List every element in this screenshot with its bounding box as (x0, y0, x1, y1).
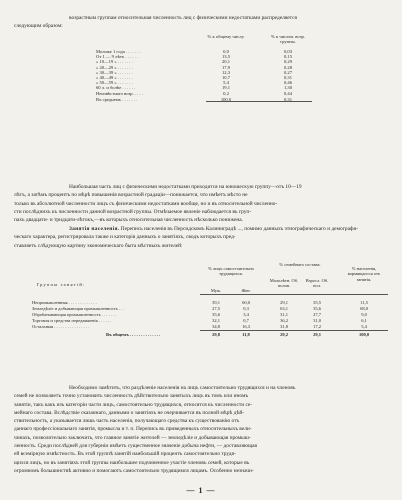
cell: 19,1 (221, 85, 231, 91)
total-rule (200, 330, 388, 331)
cell: 6,1 (361, 318, 367, 323)
paragraph-age-analysis (14, 183, 388, 224)
row-label: Земледѣліе и добывающая промышленность . . . (32, 306, 125, 311)
col-header-total: % населенія, кормящагося отъ занятія. (347, 266, 381, 282)
cell: 32,1 (212, 318, 220, 323)
row-label: Моложе 1 года . . . . . . . (96, 49, 141, 54)
cell: 11,8 (242, 332, 250, 337)
row-label: Неизвѣстнаго возр. . . . . (96, 90, 143, 96)
cell: 9,0 (361, 312, 367, 317)
col-header-groups: Группы занятій: (36, 282, 86, 287)
cell: 10,7 (221, 74, 231, 80)
cell: 1,30 (283, 85, 293, 91)
cell: 35,5 (313, 300, 321, 305)
cell: 0,29 (283, 59, 293, 65)
cell: 20,1 (221, 59, 231, 65)
cell: 0,28 (283, 64, 293, 70)
cell: 29,2 (280, 332, 288, 337)
row-label: Обрабатывающая промышленность . . . . . . . (32, 312, 117, 317)
col-header-pct-group: % к числен. возр. группы. (271, 34, 305, 45)
row-label: Непромышленныя . . . . . . . . . . . . . (32, 300, 97, 305)
paragraph-commentary (14, 384, 388, 475)
row-label: » 10—19 » . . . . . . . (96, 59, 133, 65)
text-line: Наибольшая часть лиц с физическими недостатками приходится на юношескую группу—отъ 10—19 (69, 184, 302, 190)
cell: 0,7 (243, 318, 249, 323)
row-label: От 1 — 9 лѣтъ . . . . . . (96, 54, 139, 60)
cell: 0,3 (243, 306, 249, 311)
cell: 0,03 (283, 49, 293, 54)
text-line: лѣтъ, а затѣмъ процентъ по мѣрѣ повышенія возрастной градаціи—понижается, что имѣетъ мѣсто не (14, 192, 248, 199)
col-sub-male: Муж. (210, 288, 222, 293)
cell: 39,1 (212, 300, 220, 305)
cell: 13,5 (221, 54, 231, 60)
text-line: сти послѣднихъ къ численности данной возрастной группы. Отмѣчаемое явленіе наблюдается въ груп- (14, 208, 252, 215)
text-line: возрастным группам относительная численность лиц с физическими недостатками распределяется (69, 15, 297, 21)
row-label: » 50—59 » . . . . . . . (96, 80, 133, 86)
cell: 17,2 (313, 324, 321, 329)
cell: 31,1 (280, 312, 288, 317)
text-line: занятіи, такъ какъ изъ категоріи части лицъ, самостоятельно трудящихся, относятся къ численности се- (14, 401, 253, 408)
paragraph-occupations (14, 225, 388, 250)
row-label: » 40—49 » . . . . . . . (96, 74, 133, 80)
cell: 3,4 (243, 312, 249, 317)
col-header-pct-total: % к общему числу. (207, 34, 245, 39)
cell: 0,0 (223, 49, 229, 54)
text-line: чинахъ, позволительно заключить, что главное занятіе жителей — земледѣліе и добывающая промыш- (14, 434, 251, 441)
col-header-selfemployed: % лицъ самостоятельно трудящихся. (208, 266, 254, 277)
cell: 36,2 (280, 318, 288, 323)
cell: 100,0 (220, 96, 232, 102)
cell: 68,0 (360, 306, 368, 311)
cell: 16,3 (242, 324, 250, 329)
cell: 0,46 (283, 80, 293, 86)
row-label: Торговля и средства передвиженія . . . . . . (32, 318, 112, 323)
cell: 0,27 (283, 69, 293, 75)
row-label: » 20—29 » . . . . . . . (96, 64, 133, 70)
text-line: огромномъ большинствѣ активно и помогаютъ самостоятельно трудящимся лицамъ. Особенно незначи- (14, 467, 254, 474)
text-line: ствительность, а указывается лишь часть населенія, получающаго средства къ существованію отъ (14, 418, 240, 425)
cell: 11,5 (360, 300, 368, 305)
text-line: Необходимо замѣтить, что раздѣленіе населенія на лицъ самостоятельно трудящихся и на членовъ (69, 385, 296, 391)
cell: 27,7 (313, 312, 321, 317)
page-number: — 1 — (186, 486, 216, 495)
text-line: даннаго профессіональнаго занятія, промысла и т. п. Перепись въ приведенныхъ относительныхъ вели- (14, 426, 252, 433)
text-line: ческаго характера, регистрировала также и категорія данныхъ о занятіяхъ, сводъ которыхъ пред- (14, 234, 236, 241)
text-line: мейнаго состава. Вслѣдствіе сказаннаго, данными о занятіяхъ не очерчивается въ полной мѣрѣ дѣй- (14, 409, 245, 416)
cell: 0,31 (283, 96, 293, 102)
text-line: следующим образом: (14, 23, 63, 30)
cell: 34,8 (212, 324, 220, 329)
cell: 31,0 (313, 318, 321, 323)
row-label: Въ общемъ . . . . . . . . . . . . . . (106, 332, 161, 337)
cell: 0,44 (283, 90, 293, 96)
cell: 27,5 (212, 306, 220, 311)
cell: 0,2 (223, 90, 229, 96)
cell: 31,8 (280, 324, 288, 329)
col-sub-female: Жен. (241, 288, 251, 293)
cell: 29,1 (280, 300, 288, 305)
age-distribution-table (96, 34, 326, 102)
col-sub-minor: Малолѣтн. Об. полов. (269, 278, 299, 289)
cell: 29,1 (313, 332, 321, 337)
row-label: Остальныя . . . . . . . . . . . . . . . . (32, 324, 90, 329)
row-label: Въ среднемъ . . . . . . . (96, 96, 138, 102)
text-line: только въ абсолютной численности лицъ съ физическими недостатками вообще, но и въ относительной численно- (14, 200, 278, 207)
section-heading: Занятія населенія. (69, 226, 120, 232)
text-line: пахъ двадцати- и тридцати-лѣтокъ,—въ которыхъ относительная численность нѣсколько понижена. (14, 217, 244, 224)
header-rule (200, 294, 388, 295)
cell: 60,0 (242, 300, 250, 305)
text-line: ленность. Среди послѣдней для губерніи имѣетъ существенное значеніе добыча нефти, — доставляющая (14, 443, 257, 450)
text-line: Перепись населенія въ Персидскомъ Калиниградѣ ..., помимо данныхъ этнографическаго и демографи- (120, 226, 359, 232)
cell: 29,8 (212, 332, 220, 337)
table-row (96, 91, 326, 96)
text-line: семей не позволяетъ точно установить численность дѣйствительно занятыхъ лицъ въ томъ или иномъ (14, 393, 249, 400)
cell: 0,31 (283, 74, 293, 80)
text-line: щихся лицъ, но въ занятіяхъ этой группы наибольшее подчиненное участіе членовъ семей, которые въ (14, 459, 250, 466)
row-label: 60 л. и болѣе . . . . . . (96, 85, 136, 91)
cell: 17,9 (221, 64, 231, 70)
table-row-total (96, 97, 326, 102)
col-sub-adult: Взросл. Об. пол. (305, 278, 329, 289)
cell: 5,4 (361, 324, 367, 329)
col-header-family: % семейнаго состава. (279, 262, 321, 267)
cell: 12,3 (221, 69, 231, 75)
cell: 35,6 (212, 312, 220, 317)
cell: 5,4 (223, 80, 229, 86)
text-line: ей всемірную извѣстность. Въ этой группѣ занятій наибольшій процентъ самостоятельно трудя- (14, 451, 236, 458)
text-line: ставляетъ слѣдующую картину экономическаго быта мѣстныхъ жителей: (14, 242, 183, 249)
cell: 0,15 (283, 54, 293, 60)
cell: 35,6 (313, 306, 321, 311)
cell: 63,1 (280, 306, 288, 311)
intro-paragraph (14, 14, 388, 31)
row-label: » 30—39 » . . . . . . . (96, 69, 133, 75)
cell: 100,0 (358, 332, 370, 337)
